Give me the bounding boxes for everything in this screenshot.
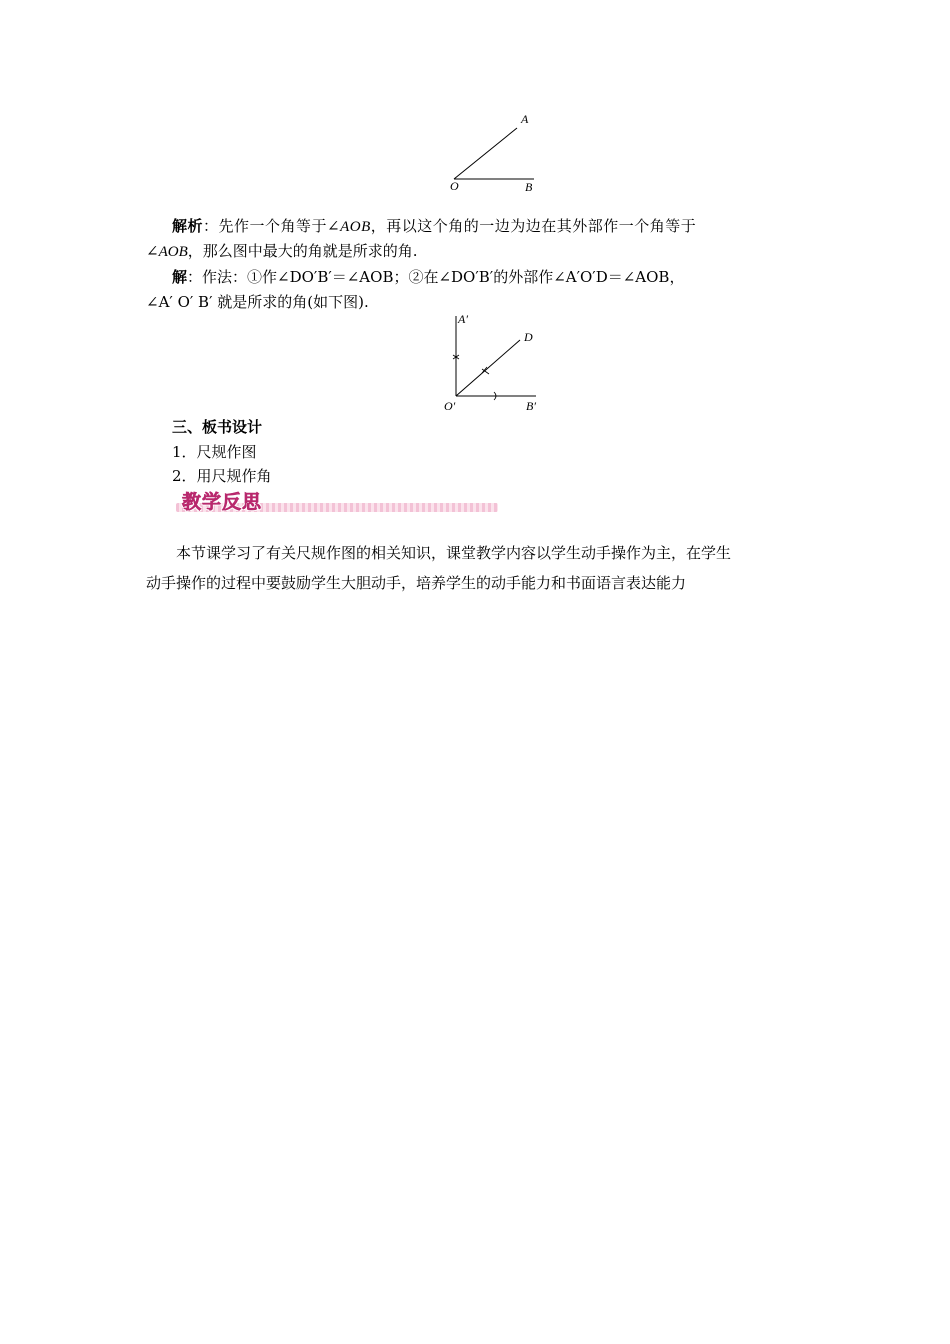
- analysis-math-1: AOB: [340, 219, 371, 235]
- solution-text-1: ：作法：①作∠DO′B′＝∠AOB；②在∠DO′B′的外部作∠A′O′D＝∠AOB，: [187, 268, 685, 286]
- angle-aob-figure: [440, 108, 550, 196]
- analysis-text-2: ，那么图中最大的角就是所求的角.: [187, 242, 418, 260]
- analysis-line-1: [172, 214, 832, 239]
- construction-figure: [440, 312, 550, 414]
- reflection-line-2: 动手操作的过程中要鼓励学生大胆动手，培养学生的动手能力和书面语言表达能力: [146, 574, 687, 592]
- reflection-line-1: 本节课学习了有关尺规作图的相关知识，课堂教学内容以学生动手操作为主，在学生: [176, 544, 732, 562]
- board-heading: 三、板书设计: [172, 418, 263, 436]
- reflection-paragraph: [146, 538, 810, 598]
- solution-line-2: [146, 290, 806, 314]
- label-o: O: [450, 179, 459, 193]
- label-b-prime: B′: [526, 399, 536, 413]
- board-item-1: 1．尺规作图: [172, 443, 257, 461]
- analysis-label: 解析: [172, 217, 204, 235]
- label-a-prime: A′: [458, 312, 468, 326]
- analysis-math-2: ∠AOB: [146, 244, 188, 260]
- ray-od: [456, 340, 520, 396]
- reflection-banner-title: 教学反思: [182, 491, 263, 513]
- label-o-prime: O′: [444, 399, 456, 413]
- solution-label: 解: [172, 268, 188, 286]
- ray-oa: [454, 128, 517, 179]
- solution-text-2: ∠A′ O′ B′ 就是所求的角(如下图).: [146, 293, 369, 311]
- board-item-2: 2．用尺规作角: [172, 467, 272, 485]
- label-a: A: [521, 112, 529, 126]
- analysis-text-1b: ，再以这个角的一边为边在其外部作一个角等于: [370, 217, 697, 235]
- solution-line-1: [172, 265, 832, 289]
- analysis-line-2: [146, 239, 806, 264]
- label-d: D: [524, 330, 533, 344]
- reflection-banner: [176, 489, 498, 513]
- analysis-text-1: ：先作一个角等于∠: [203, 217, 341, 235]
- label-b: B: [525, 180, 533, 194]
